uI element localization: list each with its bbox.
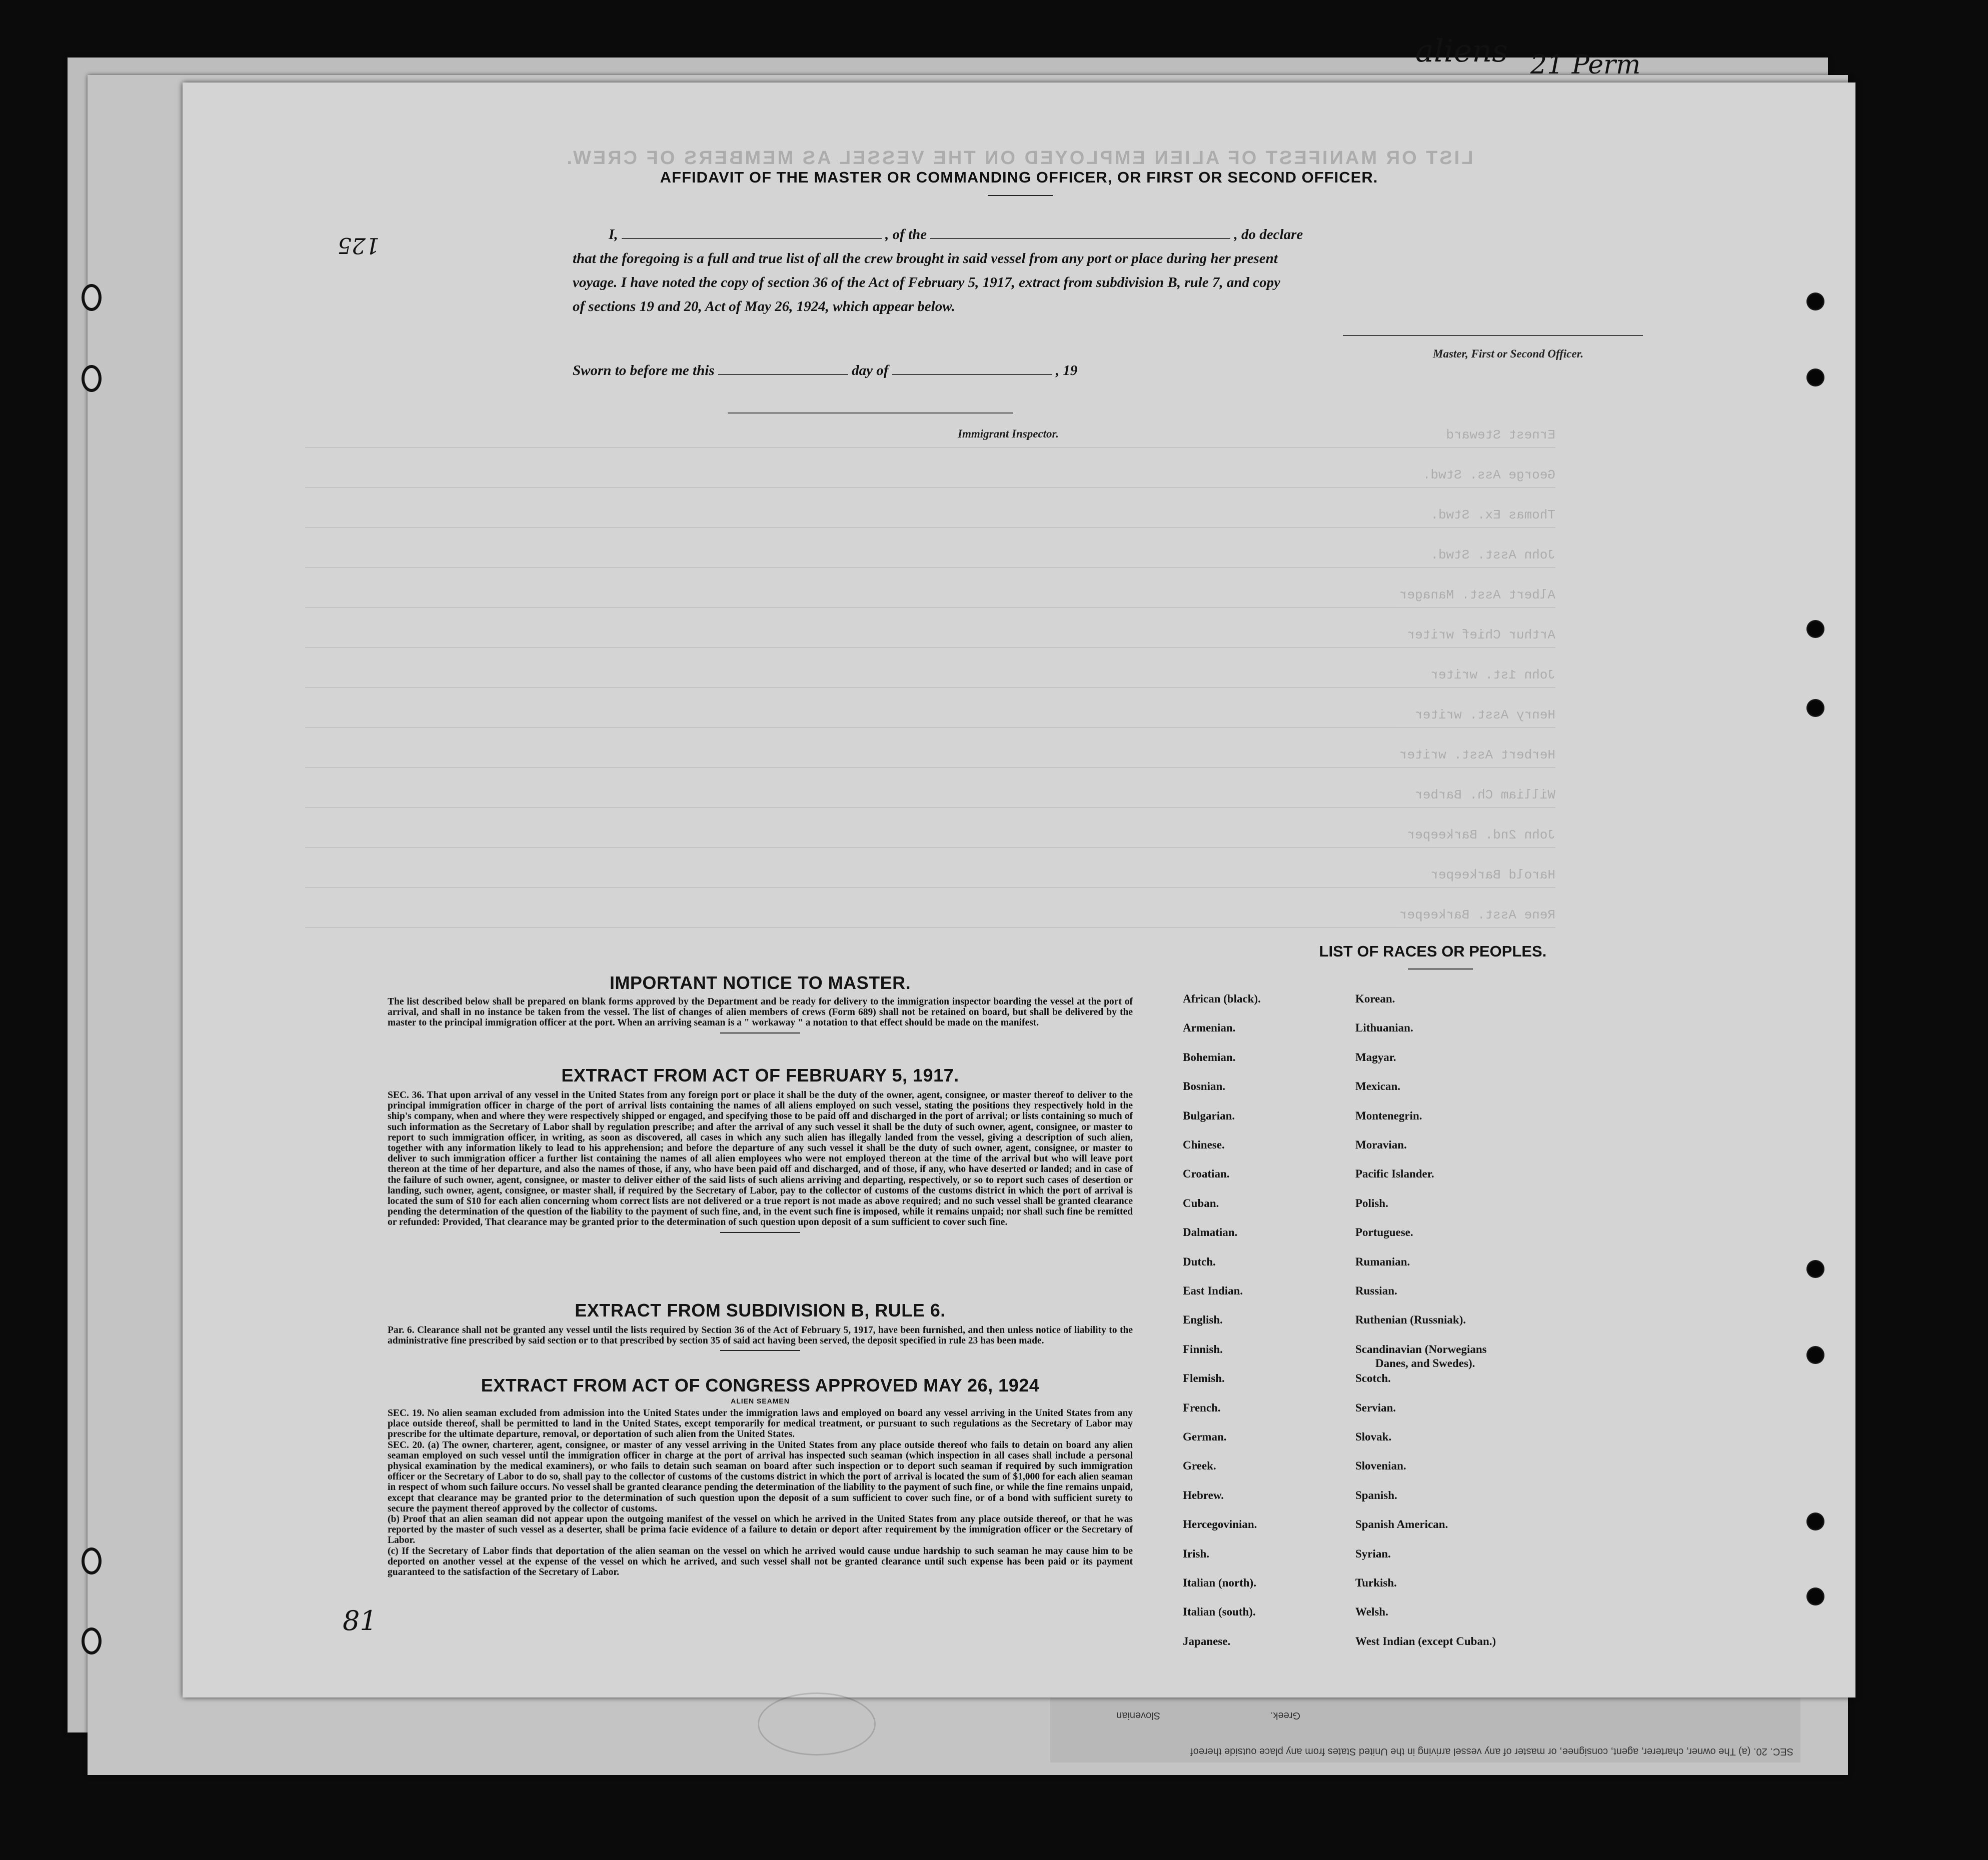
- binder-ring: [82, 1628, 102, 1654]
- signature-field[interactable]: [1343, 335, 1643, 336]
- important-notice-title: IMPORTANT NOTICE TO MASTER.: [609, 972, 911, 993]
- sworn-day-of: day of: [852, 362, 889, 378]
- punch-hole: [1806, 368, 1824, 386]
- race-item: Armenian.: [1183, 1022, 1236, 1034]
- important-notice-text: The list described below shall be prepared on blank forms approved by the Department and be ready for delivery to the immigration inspector boarding the vessel at the port of arrival, and shall in no instance be taken from the vessel. The list of changes of alien members of crews (Form 689) shall not be retained on board, but shall be delivered by the master to the principal immigration officer at the port. When an arriving seaman is a " workaway " a notation to that effect should be made on the manifest.: [388, 996, 1133, 1028]
- bleed-through-row: Arthur Chief writer: [305, 628, 1555, 648]
- handwritten-page-number: 125: [338, 232, 380, 258]
- race-item: Mexican.: [1355, 1080, 1401, 1093]
- race-item: English.: [1183, 1314, 1223, 1326]
- race-item: French.: [1183, 1401, 1221, 1414]
- sworn-line: [573, 362, 1077, 379]
- race-item: Dutch.: [1183, 1255, 1216, 1268]
- punch-hole: [1806, 1588, 1824, 1606]
- race-item: Flemish.: [1183, 1372, 1225, 1385]
- sworn-day-field[interactable]: [718, 374, 848, 375]
- race-item: Greek.: [1183, 1460, 1216, 1472]
- bleed-through-row: John 1st. writer: [305, 668, 1555, 688]
- race-item: Syrian.: [1355, 1547, 1391, 1560]
- race-item: Moravian.: [1355, 1138, 1407, 1151]
- extract-rule-title: EXTRACT FROM SUBDIVISION B, RULE 6.: [575, 1300, 946, 1320]
- race-item: German.: [1183, 1430, 1227, 1443]
- race-item: Slovenian.: [1355, 1460, 1406, 1472]
- race-item: Dalmatian.: [1183, 1226, 1238, 1239]
- bleed-through-row: Rene Asst. Barkeeper: [305, 908, 1555, 928]
- extract-rule-text: Par. 6. Clearance shall not be granted any vessel until the lists required by Section 36 of the Act of February 5, 1917, have been furnished, and then unless notice of liability to the administrative fine prescribed by said section or to that prescribed by section 35 of said act having been served, the deposit specified in rule 23 has been made.: [388, 1325, 1133, 1346]
- race-item: Bulgarian.: [1183, 1109, 1235, 1122]
- race-item: Scandinavian (Norwegians: [1355, 1342, 1487, 1356]
- alien-seamen-subtitle: ALIEN SEAMEN: [731, 1397, 790, 1405]
- affidavit-line-4: of sections 19 and 20, Act of May 26, 1924, which appear below.: [573, 298, 955, 314]
- inspector-caption: Immigrant Inspector.: [958, 428, 1059, 440]
- extract-1924-section: [388, 1375, 1133, 1578]
- section-rule: [720, 1232, 800, 1233]
- affidavit-body: [573, 222, 1658, 318]
- race-item: West Indian (except Cuban.): [1355, 1634, 1496, 1648]
- underlying-strip-text: SEC. 20. (a) The owner, charterer, agent, consignee, or master of any vessel arriving in the United States from any place outside thereof: [1190, 1746, 1793, 1757]
- extract-rule-section: [388, 1300, 1133, 1356]
- punch-hole: [1806, 699, 1824, 717]
- race-item: Lithuanian.: [1355, 1022, 1413, 1034]
- race-item: Bohemian.: [1183, 1050, 1236, 1064]
- race-item: Welsh.: [1355, 1606, 1388, 1618]
- race-item: Chinese.: [1183, 1138, 1225, 1151]
- affidavit-line-1: [573, 222, 1658, 246]
- important-notice-section: [388, 972, 1133, 1038]
- section-rule: [720, 1350, 800, 1351]
- punch-hole: [1806, 620, 1824, 638]
- sec19-text: SEC. 19. No alien seaman excluded from admission into the United States under the immigration laws and employed on board any vessel arriving in the United States from any place outside thereof, shall be permitted to land in the United States, except temporarily for medical treatment, or pursuant to such regulations as the Secretary of Labor may prescribe for the ultimate departure, removal, or deportation of such alien from the United States.: [388, 1408, 1133, 1440]
- race-item: Cuban.: [1183, 1196, 1219, 1210]
- bleed-through-row: Ernest Steward: [305, 428, 1555, 448]
- punch-hole: [1806, 1260, 1824, 1278]
- underlying-strip-word-slovenian: Slovenian: [1116, 1710, 1160, 1721]
- bleed-through-row: George Ass. Stwd.: [305, 468, 1555, 488]
- master-name-field[interactable]: [622, 238, 882, 239]
- punch-hole: [1806, 1346, 1824, 1364]
- punch-hole: [1806, 292, 1824, 310]
- race-item: Pacific Islander.: [1355, 1168, 1434, 1180]
- race-item: Italian (south).: [1183, 1606, 1256, 1618]
- bleed-through-row: John Asst. Stwd.: [305, 548, 1555, 568]
- bleed-through-row: Henry Asst. writer: [305, 708, 1555, 728]
- underlying-sheet-bottom-strip: [1050, 1698, 1800, 1762]
- race-item: Croatian.: [1183, 1168, 1230, 1180]
- bleed-through-row: John 2nd. Barkeeper: [305, 828, 1555, 848]
- race-item: Polish.: [1355, 1196, 1388, 1210]
- race-item: Portuguese.: [1355, 1226, 1413, 1239]
- bleed-through-row: Thomas Ex. Stwd.: [305, 508, 1555, 528]
- punch-hole: [1806, 1512, 1824, 1530]
- bleed-through-row: Herbert Asst. writer: [305, 748, 1555, 768]
- race-item: Montenegrin.: [1355, 1109, 1422, 1122]
- underlying-strip-word-greek: Greek.: [1270, 1710, 1300, 1721]
- race-item: Rumanian.: [1355, 1255, 1410, 1268]
- sec20a-text: SEC. 20. (a) The owner, charterer, agent, consignee, or master of any vessel arriving in the United States from any place outside thereof who fails to detain on board any alien seaman employed on such vessel until the immigration officer in charge at the port of arrival has inspected such seaman (which inspection in all cases shall include a personal physical examination by the medical examiners), or who fails to detain such seaman on board after such inspection or to deport such seaman if required by such immigration officer or the Secretary of Labor to do so, shall pay to the collector of customs of the customs district in which the port of arrival is located the sum of $1,000 for each alien seaman in respect of whom such failure occurs. No vessel shall be granted clearance pending the determination of the liability to the payment of such fine, or while the fine remains unpaid, except that clearance may be granted prior to the determination of such question upon the deposit of a sum sufficient to cover such fine, or of a bond with sufficient surety to secure the payment thereof approved by the collector of customs.: [388, 1440, 1133, 1514]
- races-title: LIST OF RACES OR PEOPLES.: [1319, 942, 1547, 960]
- race-item: Finnish.: [1183, 1342, 1223, 1356]
- affidavit-title: AFFIDAVIT OF THE MASTER OR COMMANDING OFFICER, OR FIRST OR SECOND OFFICER.: [660, 168, 1378, 186]
- race-item: Scotch.: [1355, 1372, 1391, 1385]
- sworn-label: Sworn to before me this: [573, 362, 715, 378]
- extract-1924-title: EXTRACT FROM ACT OF CONGRESS APPROVED MAY 26, 1924: [481, 1375, 1040, 1396]
- faint-stamp: [758, 1692, 876, 1756]
- race-item: Russian.: [1355, 1284, 1397, 1297]
- affidavit-i: I,: [609, 226, 618, 242]
- affidavit-of-the: , of the: [885, 226, 927, 242]
- binder-ring: [82, 284, 102, 311]
- title-rule: [988, 195, 1053, 196]
- race-item: Spanish.: [1355, 1488, 1397, 1502]
- handwritten-note-perm: 21 Perm: [1530, 50, 1641, 80]
- race-item: East Indian.: [1183, 1284, 1243, 1297]
- affidavit-sheet: [183, 82, 1855, 1698]
- sworn-month-field[interactable]: [892, 374, 1052, 375]
- sworn-year: , 19: [1055, 362, 1078, 378]
- vessel-name-field[interactable]: [930, 238, 1230, 239]
- race-item: Hebrew.: [1183, 1488, 1224, 1502]
- binder-ring: [82, 1548, 102, 1574]
- race-item: African (black).: [1183, 992, 1261, 1005]
- race-item: Italian (north).: [1183, 1576, 1256, 1589]
- sec20c-text: (c) If the Secretary of Labor finds that deportation of the alien seaman on the vessel on which he arrived would cause undue hardship to such seaman he may cause him to be deported on another vessel at the expense of the vessel on which he arrived, and such vessel shall not be granted clearance until such expense has been paid or its payment guaranteed to the satisfaction of the Secretary of Labor.: [388, 1546, 1133, 1578]
- race-item: Magyar.: [1355, 1050, 1396, 1064]
- bleed-through-row: Harold Barkeeper: [305, 868, 1555, 888]
- race-item: Korean.: [1355, 992, 1395, 1005]
- race-item: Irish.: [1183, 1547, 1210, 1560]
- race-item-continuation: Danes, and Swedes).: [1375, 1356, 1475, 1370]
- extract-1917-title: EXTRACT FROM ACT OF FEBRUARY 5, 1917.: [561, 1065, 959, 1086]
- race-item: Slovak.: [1355, 1430, 1392, 1443]
- binder-ring: [82, 365, 102, 392]
- race-item: Turkish.: [1355, 1576, 1397, 1589]
- handwritten-note-aliens: aliens: [1415, 32, 1508, 69]
- race-item: Japanese.: [1183, 1634, 1231, 1648]
- race-item: Servian.: [1355, 1401, 1396, 1414]
- inspector-signature-field[interactable]: [728, 412, 1013, 414]
- signature-caption: Master, First or Second Officer.: [1433, 348, 1584, 360]
- sec20b-text: (b) Proof that an alien seaman did not appear upon the outgoing manifest of the vessel on which he arrived in the United States from any place outside thereof, or that he was reported by the master of such vessel as a deserter, shall be prima facie evidence of a failure to detain or deport after requirement by the immigration officer or the Secretary of Labor.: [388, 1514, 1133, 1546]
- races-rule: [1408, 968, 1473, 970]
- handwritten-bottom-number: 81: [343, 1605, 377, 1636]
- bleed-through-title: LIST OR MANIFEST OF ALIEN EMPLOYED ON THE VESSEL AS MEMBERS OF CREW.: [565, 148, 1473, 168]
- bleed-through-row: Albert Asst. Manager: [305, 588, 1555, 608]
- extract-1917-text: SEC. 36. That upon arrival of any vessel in the United States from any foreign port or place it shall be the duty of the owner, agent, consignee, or master thereof to deliver to the principal immigration officer in charge of the port of arrival lists containing the names of all aliens employed on such vessel, stating the positions they respectively hold in the ship's company, when and where they were respectively shipped or engaged, and specifying those to be paid off and discharged in the port of arrival; or lists containing so much of such information as the Secretary of Labor shall by regulation prescribe; and after the arrival of any such vessel it shall be the duty of such owner, agent, consignee, or master to report to such immigration officer, in writing, as soon as discovered, all cases in which any such alien has illegally landed from the vessel, giving a description of such alien, together with any information likely to lead to his apprehension; and before the departure of any such vessel it shall be the duty of such owner, agent, consignee, or master to deliver to such immigration officer a further list containing the names of all alien employees who were not employed thereon at the time of the arrival but who will leave port thereon at the time of her departure, and also the names of those, if any, who have been paid off and discharged, and of those, if any, who have deserted or landed; and in case of the failure of such owner, agent, consignee, or master to deliver either of the said lists of such aliens arriving and departing, respectively, or so to report such cases of desertion or landing, such owner, agent, consignee, or master shall, if required by the Secretary of Labor, pay to the collector of customs of the customs district in which the port of arrival is located the sum of $10 for each alien concerning whom correct lists are not delivered or a true report is not made as above required; and no such vessel shall be granted clearance pending the determination of the question of the liability to the payment of such fine, and, in the event such fine is imposed, while it remains unpaid; nor shall such fine be remitted or refunded: Provided, That clearance may be granted prior to the determination of such question upon deposit of a sum sufficient to cover such fine.: [388, 1090, 1133, 1228]
- extract-1917-section: [388, 1065, 1133, 1238]
- race-item: Ruthenian (Russniak).: [1355, 1314, 1466, 1326]
- race-item: Hercegovinian.: [1183, 1518, 1257, 1531]
- race-item: Spanish American.: [1355, 1518, 1448, 1531]
- affidavit-line-3: voyage. I have noted the copy of section 36 of the Act of February 5, 1917, extract from subdivision B, rule 7, and copy: [573, 274, 1280, 290]
- affidavit-do-declare: , do declare: [1234, 226, 1303, 242]
- bleed-through-row: William Ch. Barber: [305, 788, 1555, 808]
- race-item: Bosnian.: [1183, 1080, 1226, 1093]
- section-rule: [720, 1032, 800, 1034]
- affidavit-line-2: that the foregoing is a full and true list of all the crew brought in said vessel from any port or place during her present: [573, 250, 1278, 266]
